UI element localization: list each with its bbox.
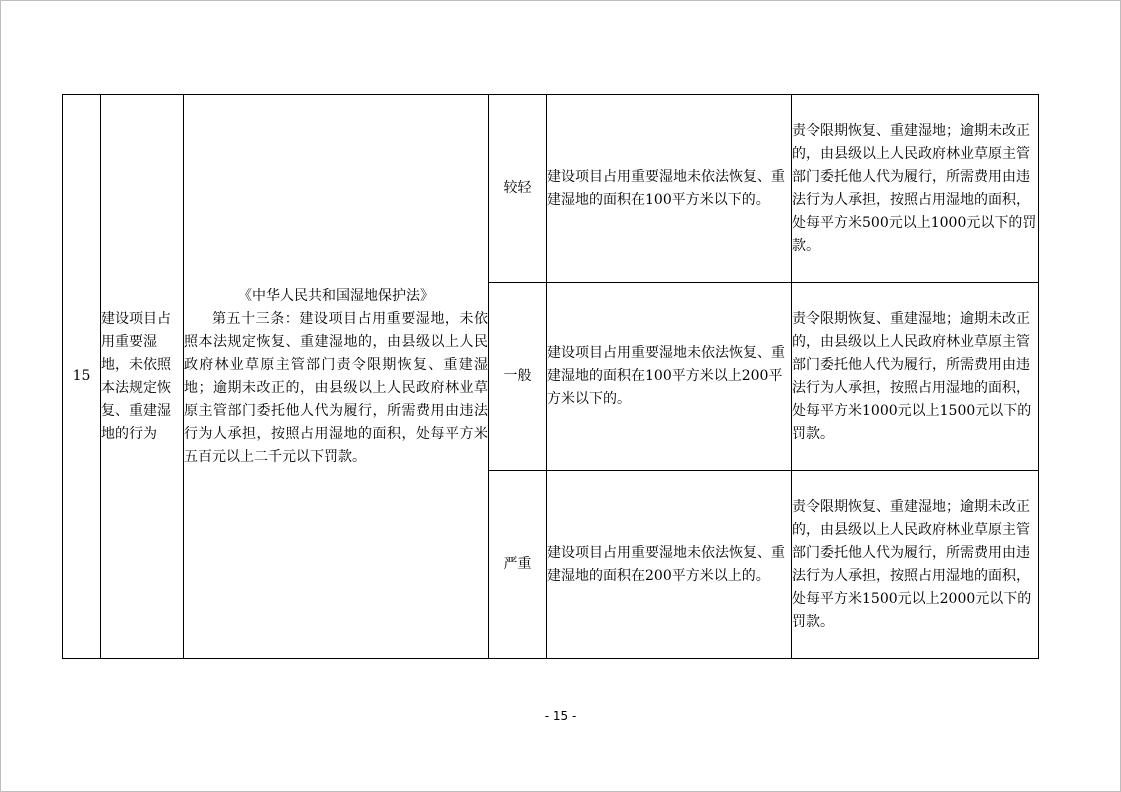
item-number: 15 [63, 95, 101, 659]
page-number: - 15 - [544, 709, 577, 723]
table-row [63, 95, 1039, 283]
penalty-standard: 责令限期恢复、重建湿地；逾期未改正的，由县级以上人民政府林业草原主管部门委托他人代为履行，所需费用由违法行为人承担，按照占用湿地的面积，处每平方米1000元以上1500元以下的罚款。 [792, 283, 1039, 471]
circumstance-description: 建设项目占用重要湿地未依法恢复、重建湿地的面积在100平方米以下的。 [547, 95, 792, 283]
penalty-standard: 责令限期恢复、重建湿地；逾期未改正的，由县级以上人民政府林业草原主管部门委托他人代为履行，所需费用由违法行为人承担，按照占用湿地的面积，处每平方米1500元以上2000元以下的罚款。 [792, 471, 1039, 659]
law-article: 第五十三条：建设项目占用重要湿地，未依照本法规定恢复、重建湿地的，由县级以上人民政府林业草原主管部门责令限期恢复、重建湿地；逾期未改正的，由县级以上人民政府林业草原主管部门委托他人代为履行，所需费用由违法行为人承担，按照占用湿地的面积，处每平方米五百元以上二千元以下罚款。 [184, 310, 488, 465]
penalty-standard: 责令限期恢复、重建湿地；逾期未改正的，由县级以上人民政府林业草原主管部门委托他人代为履行，所需费用由违法行为人承担，按照占用湿地的面积，处每平方米500元以上1000元以下的罚款。 [792, 95, 1039, 283]
penalty-standard-table [62, 94, 1039, 659]
law-title: 《中华人民共和国湿地保护法》 [238, 287, 434, 304]
severity-level: 一般 [489, 283, 547, 471]
violation-act: 建设项目占用重要湿地，未依照本法规定恢复、重建湿地的行为 [101, 95, 184, 659]
severity-level: 较轻 [489, 95, 547, 283]
circumstance-description: 建设项目占用重要湿地未依法恢复、重建湿地的面积在200平方米以上的。 [547, 471, 792, 659]
circumstance-description: 建设项目占用重要湿地未依法恢复、重建湿地的面积在100平方米以上200平方米以下的。 [547, 283, 792, 471]
legal-basis [184, 95, 489, 659]
severity-level: 严重 [489, 471, 547, 659]
